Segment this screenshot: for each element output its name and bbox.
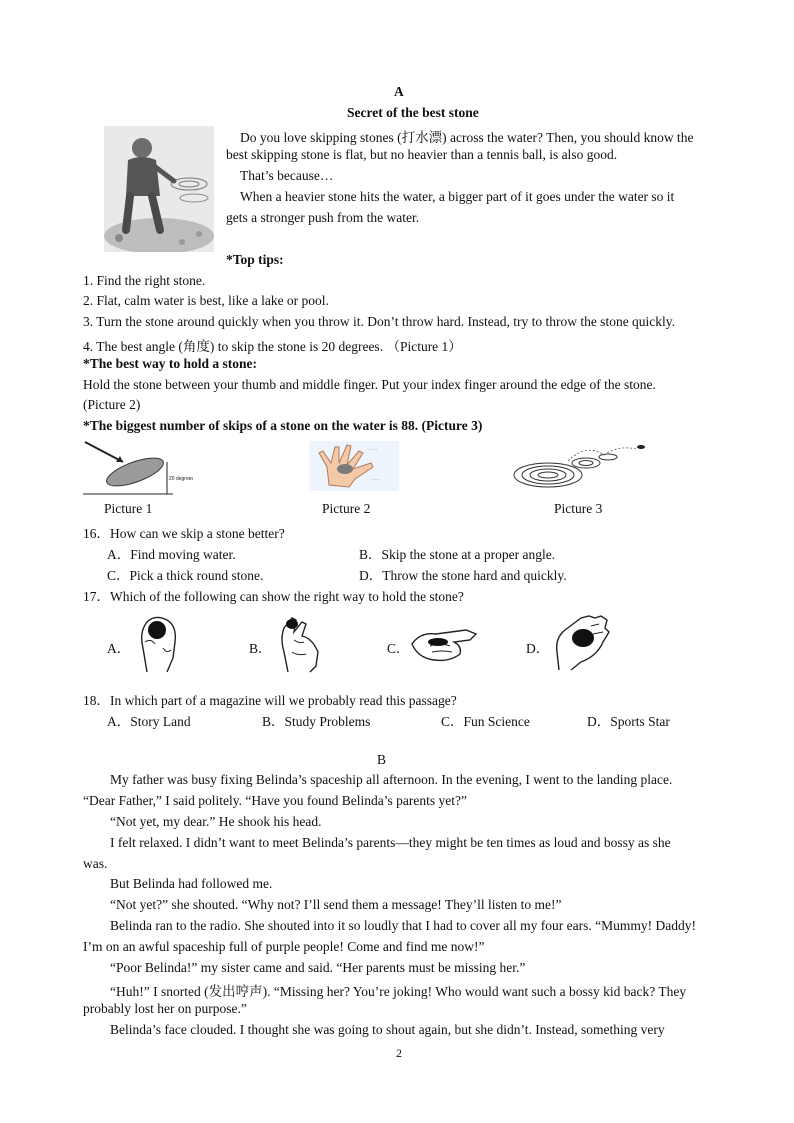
question-18-option-c: C．Fun Science	[441, 714, 530, 729]
section-b-line-3: “Not yet, my dear.” He shook his head.	[110, 814, 322, 829]
section-b-line-12: probably lost her on purpose.”	[83, 1001, 247, 1016]
section-b-line-10: “Poor Belinda!” my sister came and said. “Her parents must be missing her.”	[110, 960, 526, 975]
intro-line-3: That’s because…	[240, 168, 334, 183]
tip-3: 3. Turn the stone around quickly when you throw it. Don’t throw hard. Instead, try to throw the stone quickly.	[83, 314, 676, 329]
question-16-option-a: A．Find moving water.	[107, 547, 236, 562]
picture-1-label: Picture 1	[104, 501, 153, 516]
intro-line-5: gets a stronger push from the water.	[226, 210, 420, 225]
boy-skipping-stone-illustration	[104, 126, 214, 252]
section-b-line-1: My father was busy fixing Belinda’s spaceship all afternoon. In the evening, I went to the landing place.	[110, 772, 673, 787]
question-18-stem: 18．In which part of a magazine will we probably read this passage?	[83, 693, 457, 708]
question-17-option-b: B．	[249, 641, 272, 656]
section-b-line-13: Belinda’s face clouded. I thought she was going to shout again, but she didn’t. Instead, something very	[110, 1022, 665, 1037]
section-b-letter: B	[377, 752, 387, 767]
picture-2-hand-diagram	[309, 441, 399, 491]
hold-heading: *The best way to hold a stone:	[83, 356, 258, 371]
section-b-line-9: I’m on an awful spaceship full of purple people! Come and find me now!”	[83, 939, 485, 954]
question-17-stem: 17．Which of the following can show the right way to hold the stone?	[83, 589, 464, 604]
question-17-option-c: C．	[387, 641, 410, 656]
record-text: *The biggest number of skips of a stone on the water is 88. (Picture 3)	[83, 418, 483, 433]
svg-text:·····: ·····	[371, 478, 380, 483]
section-b-line-5: was.	[83, 856, 108, 871]
intro-line-2: best skipping stone is flat, but no heavier than a tennis ball, is also good.	[226, 147, 618, 162]
intro-line-1: Do you love skipping stones (打水漂) across the water? Then, you should know the	[240, 130, 694, 145]
tip-2: 2. Flat, calm water is best, like a lake or pool.	[83, 293, 329, 308]
picture-3-ripples-diagram	[508, 441, 653, 491]
section-b-line-11: “Huh!” I snorted (发出哼声). “Missing her? You’re joking! Who would want such a bossy kid back? They	[110, 984, 687, 999]
hand-grip-b-image	[272, 612, 324, 674]
section-b-line-4: I felt relaxed. I didn’t want to meet Belinda’s parents—they might be ten times as loud and bossy as she	[110, 835, 671, 850]
question-18-option-b: B．Study Problems	[262, 714, 371, 729]
svg-text:·····: ·····	[369, 448, 378, 453]
question-16-stem: 16．How can we skip a stone better?	[83, 526, 285, 541]
picture-2-label: Picture 2	[322, 501, 371, 516]
hand-grip-c-image	[410, 622, 478, 664]
section-b-line-6: But Belinda had followed me.	[110, 876, 273, 891]
hand-grip-a-image	[133, 612, 183, 674]
question-17-option-d: D．	[526, 641, 550, 656]
intro-line-4: When a heavier stone hits the water, a bigger part of it goes under the water so it	[240, 189, 675, 204]
page-number: 2	[396, 1046, 402, 1060]
tip-1: 1. Find the right stone.	[83, 273, 206, 288]
picture-3-label: Picture 3	[554, 501, 603, 516]
question-16-option-b: B．Skip the stone at a proper angle.	[359, 547, 556, 562]
picture-1-angle-text: 20 degrees	[169, 476, 193, 482]
question-18-option-a: A．Story Land	[107, 714, 191, 729]
top-tips-heading: *Top tips:	[226, 252, 284, 267]
question-18-option-d: D．Sports Star	[587, 714, 670, 729]
question-17-option-a: A．	[107, 641, 131, 656]
tip-4: 4. The best angle (角度) to skip the stone is 20 degrees. （Picture 1）	[83, 339, 462, 354]
section-a-title: Secret of the best stone	[347, 105, 479, 120]
picture-1-angle-diagram	[83, 440, 193, 496]
section-b-line-2: “Dear Father,” I said politely. “Have you found Belinda’s parents yet?”	[83, 793, 467, 808]
section-a-letter: A	[394, 84, 404, 99]
question-16-option-d: D．Throw the stone hard and quickly.	[359, 568, 567, 583]
section-b-line-8: Belinda ran to the radio. She shouted into it so loudly that I had to cover all my four ears. “Mummy! Daddy!	[110, 918, 696, 933]
question-16-option-c: C．Pick a thick round stone.	[107, 568, 264, 583]
hold-text-line-2: (Picture 2)	[83, 397, 141, 412]
hand-grip-d-image	[551, 612, 613, 672]
section-b-line-7: “Not yet?” she shouted. “Why not? I’ll send them a message! They’ll listen to me!”	[110, 897, 562, 912]
hold-text-line-1: Hold the stone between your thumb and middle finger. Put your index finger around the edge of the stone.	[83, 377, 656, 392]
